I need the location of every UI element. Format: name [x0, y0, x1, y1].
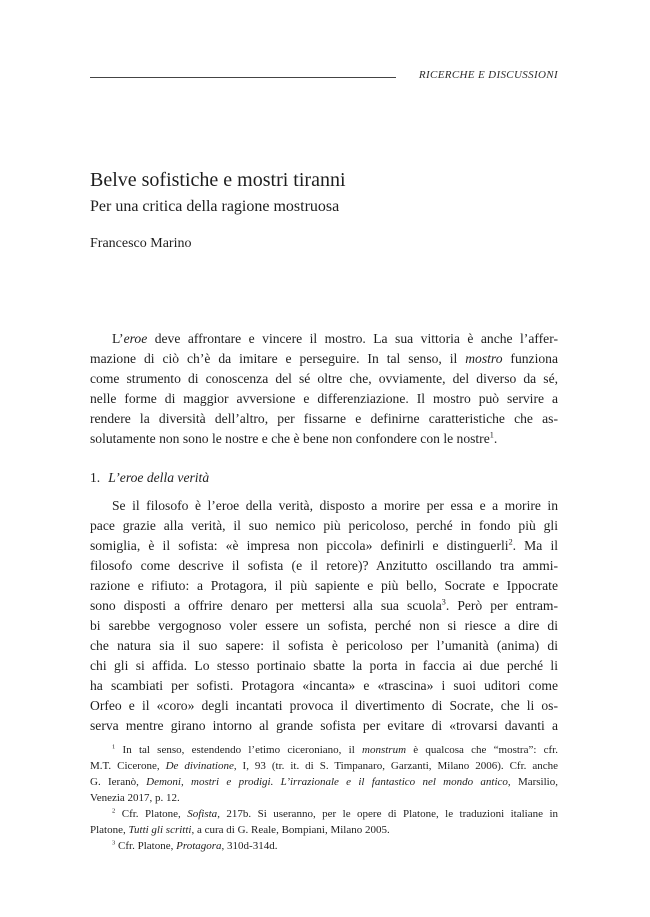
body-line: bi sarebbe vergognoso voler essere un sofista, perché non si riesce a dire di: [90, 618, 558, 633]
body-line: chi gli si affida. Lo stesso portinaio sbatte la porta in faccia ai due perché li: [90, 658, 558, 673]
article-subtitle: Per una critica della ragione mostruosa: [90, 198, 340, 215]
section-number: 1.: [90, 470, 101, 485]
body-line: pace grazie alla verità, il suo nemico più pericoloso, perché in fondo più gli: [90, 518, 558, 533]
abstract-line: come strumento di conoscenza del sé oltre che, ovviamente, del diverso da sé,: [90, 371, 558, 386]
body-line: ha scambiati per sofisti. Protagora «incanta» e «trascina» i suoi uditori come: [90, 678, 558, 693]
abstract-line: mazione di ciò ch’è da imitare e perseguire. In tal senso, il mostro funziona: [90, 351, 558, 366]
footnote-line: G. Ieranò, Demoni, mostri e prodigi. L’irrazionale e il fantastico nel mondo antico, Marsilio,: [90, 776, 558, 788]
footnote-2: $^2$ Cfr. Platone, Sofista, 217b. Si useranno, per le opere di Platone, le traduzioni italiane in: [112, 807, 558, 820]
section-label: RICERCHE E DISCUSSIONI: [418, 69, 558, 81]
abstract: [90, 329, 558, 449]
article-author: Francesco Marino: [90, 236, 192, 251]
article-title: Belve sofistiche e mostri tiranni: [90, 169, 346, 191]
footnote-line: M.T. Cicerone, De divinatione, I, 93 (tr. it. di S. Timpanaro, Garzanti, Milano 2006). Cfr. anche: [90, 760, 558, 772]
body-line: sono disposti a offrire denaro per mettersi alla sua scuola$^3$. Però per entram-: [90, 597, 558, 613]
running-header: [90, 66, 558, 84]
footnote-ref[interactable]: 3: [441, 597, 446, 607]
abstract-line: solutamente non sono le nostre e che è bene non confondere con le nostre$^1$.: [90, 430, 498, 446]
body-line: filosofo come descrive il sofista (e il retore)? Anzitutto oscillando tra ammi-: [90, 558, 558, 573]
footnote-line: Venezia 2017, p. 12.: [90, 792, 180, 804]
header-rule: [90, 77, 396, 78]
body-line: serva mentre girano intorno al grande sofista per evitare di «trovarsi davanti a: [90, 718, 558, 733]
body-line: razione e rifiuto: a Protagora, il più sapiente e più bello, Socrate e Ippocrate: [90, 578, 558, 593]
footnote-3: $^3$ Cfr. Platone, Protagora, 310d-314d.: [112, 839, 278, 852]
footnote-ref[interactable]: 1: [489, 430, 494, 440]
footnote-1: $^1$ In tal senso, estendendo l’etimo ciceroniano, il monstrum è qualcosa che “mostra”: cfr.: [112, 743, 558, 756]
footnotes: [90, 742, 558, 854]
abstract-line: nelle forme di maggior avversione e differenziazione. Il mostro può servire a: [90, 391, 558, 406]
body-line: che natura sia il suo sapere: il sofista è pericoloso per l’umanità (anima) di: [90, 638, 558, 653]
body-line: somiglia, è il sofista: «è impresa non piccola» definirli e distinguerli$^2$. Ma il: [90, 537, 558, 553]
footnote-line: Platone, Tutti gli scritti, a cura di G. Reale, Bompiani, Milano 2005.: [90, 824, 390, 836]
body-line: Se il filosofo è l’eroe della verità, disposto a morire per essa e a morire in: [112, 498, 558, 513]
abstract-line: rendere la diversità dell’altro, per fissarne e definirne caratteristiche che as-: [90, 411, 558, 426]
section-body: [90, 496, 558, 736]
abstract-line: L’eroe deve affrontare e vincere il mostro. La sua vittoria è anche l’affer-: [112, 331, 558, 346]
body-line: Orfeo e il «coro» degli incantati provoca il divertimento di Socrate, che li os-: [90, 698, 558, 713]
footnote-ref[interactable]: 2: [508, 537, 513, 547]
section-heading: [90, 468, 209, 488]
section-title: L’eroe della verità: [108, 470, 210, 485]
